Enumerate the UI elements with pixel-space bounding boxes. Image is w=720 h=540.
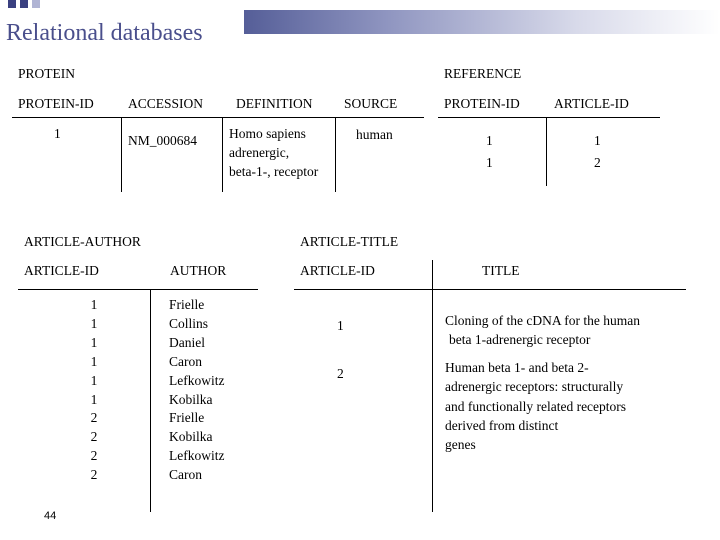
reference-table-label: REFERENCE (444, 66, 522, 81)
protein-table-label: PROTEIN (18, 66, 75, 81)
protein-header-protein-id: PROTEIN-ID (18, 96, 94, 111)
protein-header-rule (12, 117, 424, 118)
article-author-cell-article-id: 2 (90, 448, 98, 464)
reference-col-divider (546, 118, 547, 186)
article-title-header-title: TITLE (482, 263, 520, 278)
article-author-cell-author: Caron (169, 353, 202, 369)
article-author-cell-article-id: 2 (90, 429, 98, 445)
article-author-cell-author: Caron (169, 467, 202, 483)
article-title-cell-title-line: beta 1-adrenergic receptor (449, 332, 591, 347)
article-author-cell-author: Kobilka (169, 429, 213, 445)
article-author-cell-article-id: 1 (90, 334, 98, 350)
protein-cell-source: human (356, 127, 393, 142)
article-title-col-divider (432, 260, 433, 512)
article-title-header-rule (294, 289, 686, 290)
article-title-header-article-id: ARTICLE-ID (300, 263, 375, 278)
reference-header-article-id: ARTICLE-ID (554, 96, 629, 111)
article-author-cell-article-id: 1 (90, 391, 98, 407)
corner-square-dark (8, 0, 16, 8)
article-author-cell-article-id: 1 (90, 372, 98, 388)
reference-cell-article-id: 2 (594, 155, 601, 170)
title-gradient-bar (244, 10, 720, 34)
protein-header-definition: DEFINITION (236, 96, 313, 111)
article-author-header-author: AUTHOR (170, 263, 227, 278)
article-author-header-rule (18, 289, 258, 290)
article-author-cell-author: Lefkowitz (169, 372, 225, 388)
article-title-cell-article-id: 1 (337, 318, 344, 333)
article-author-cell-author: Lefkowitz (169, 448, 225, 464)
article-author-cell-article-id: 1 (90, 353, 98, 369)
article-author-cell-article-id: 1 (90, 297, 98, 312)
article-author-cell-author: Collins (169, 315, 209, 331)
protein-col-divider (222, 118, 223, 192)
protein-cell-accession: NM_000684 (128, 133, 198, 148)
article-author-cell-author: Kobilka (169, 391, 213, 407)
protein-col-divider (121, 118, 122, 192)
reference-cell-article-id: 1 (594, 133, 601, 148)
article-author-header-article-id: ARTICLE-ID (24, 263, 99, 278)
article-title-cell-article-id: 2 (337, 366, 344, 381)
reference-cell-protein-id: 1 (486, 133, 493, 148)
protein-cell-definition-line: Homo sapiens (229, 126, 306, 141)
article-author-cell-article-id: 1 (90, 315, 98, 331)
reference-cell-protein-id: 1 (486, 155, 493, 170)
article-author-cell-article-id: 2 (90, 467, 98, 483)
protein-header-accession: ACCESSION (128, 96, 204, 111)
article-title-cell-title-line: Human beta 1- and beta 2- (445, 360, 589, 375)
slide-title: Relational databases (6, 20, 203, 46)
article-author-cell-author: Frielle (169, 410, 205, 426)
article-author-cell-author: Frielle (169, 297, 205, 312)
article-author-table-label: ARTICLE-AUTHOR (24, 234, 141, 249)
article-title-cell-title-line: Cloning of the cDNA for the human (445, 313, 640, 328)
article-title-cell-title-line: derived from distinct (445, 418, 559, 433)
article-title-cell-title-line: genes (445, 437, 476, 452)
reference-header-protein-id: PROTEIN-ID (444, 96, 520, 111)
article-author-cell-article-id: 2 (90, 410, 98, 426)
protein-cell-definition-line: adrenergic, (229, 145, 290, 160)
page-number: 44 (44, 510, 57, 522)
protein-col-divider (335, 118, 336, 192)
protein-header-source: SOURCE (344, 96, 398, 111)
corner-square-dark (20, 0, 28, 8)
article-title-cell-title-line: adrenergic receptors: structurally (445, 379, 624, 394)
protein-cell-protein-id: 1 (54, 126, 61, 141)
reference-header-rule (438, 117, 660, 118)
corner-square-light (32, 0, 40, 8)
article-title-table-label: ARTICLE-TITLE (300, 234, 399, 249)
article-author-col-divider (150, 290, 151, 512)
article-author-cell-author: Daniel (169, 334, 205, 350)
article-title-cell-title-line: and functionally related receptors (445, 399, 627, 414)
protein-cell-definition-line: beta-1-, receptor (229, 164, 319, 179)
